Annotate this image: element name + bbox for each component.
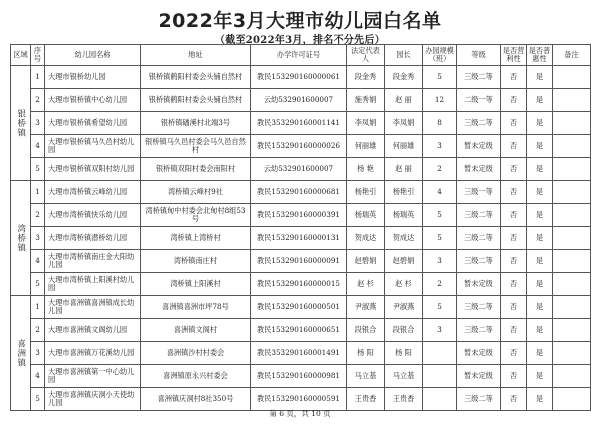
kindergarten-name: 大理市喜洲镇第一中心幼儿园 — [45, 365, 141, 388]
license-number: 教民153290160000681 — [251, 181, 347, 204]
grade: 暂未定级 — [457, 342, 501, 365]
director: 赵碧娟 — [385, 250, 423, 273]
grade: 二级一等 — [457, 89, 501, 112]
license-number: 教民153290160000501 — [251, 296, 347, 319]
table-body — [11, 66, 591, 411]
header-grade: 等级 — [457, 45, 501, 66]
table-row — [11, 89, 591, 112]
profit-flag: 否 — [501, 319, 527, 342]
address: 银桥镇鹤阳村委会头铺自然村 — [141, 89, 251, 112]
profit-flag: 否 — [501, 365, 527, 388]
district-cell: 银桥镇 — [11, 66, 31, 181]
note — [553, 250, 591, 273]
header-classes: 办园规模（班） — [423, 45, 457, 66]
license-number: 教民153290160000591 — [251, 388, 347, 411]
license-number: 云幼532901600007 — [251, 158, 347, 181]
header-kindergarten-name: 幼儿园名称 — [45, 45, 141, 66]
row-number: 1 — [31, 66, 45, 89]
license-number: 云幼532901600007 — [251, 89, 347, 112]
table-row — [11, 250, 591, 273]
table-row — [11, 365, 591, 388]
table-row — [11, 181, 591, 204]
header-district: 区域 — [11, 45, 31, 66]
profit-flag: 否 — [501, 66, 527, 89]
note — [553, 135, 591, 158]
kindergarten-name: 大理市银桥镇双阳村幼儿园 — [45, 158, 141, 181]
note — [553, 365, 591, 388]
legal-rep: 尹淑燕 — [347, 296, 385, 319]
profit-flag: 否 — [501, 89, 527, 112]
legal-rep: 杨 艳 — [347, 158, 385, 181]
director: 段银合 — [385, 319, 423, 342]
kindergarten-name: 大理市喜洲镇庆洞小天使幼儿园 — [45, 388, 141, 411]
inclusive-flag: 是 — [527, 66, 553, 89]
kindergarten-name: 大理市湾桥镇云峰幼儿园 — [45, 181, 141, 204]
grade: 三级一等 — [457, 181, 501, 204]
director: 王贵香 — [385, 388, 423, 411]
kindergarten-name: 大理市喜洲镇文阁幼儿园 — [45, 319, 141, 342]
table-row — [11, 112, 591, 135]
legal-rep: 李凤娟 — [347, 112, 385, 135]
kindergarten-name: 大理市湾桥镇潜桥幼儿园 — [45, 227, 141, 250]
legal-rep: 赵碧娟 — [347, 250, 385, 273]
row-number: 5 — [31, 273, 45, 296]
address: 喜洲镇喜洲市坪78号 — [141, 296, 251, 319]
header-note: 备注 — [553, 45, 591, 66]
profit-flag: 否 — [501, 112, 527, 135]
row-number: 4 — [31, 135, 45, 158]
class-count — [423, 365, 457, 388]
profit-flag: 否 — [501, 135, 527, 158]
legal-rep: 施秀娟 — [347, 89, 385, 112]
note — [553, 227, 591, 250]
grade: 三级二等 — [457, 204, 501, 227]
address: 湾桥镇上阳溪村 — [141, 273, 251, 296]
legal-rep: 赵 杉 — [347, 273, 385, 296]
row-number: 4 — [31, 365, 45, 388]
district-cell: 喜洲镇 — [11, 296, 31, 411]
director: 尹淑燕 — [385, 296, 423, 319]
kindergarten-name: 大理市喜洲镇喜洲镇成长幼儿园 — [45, 296, 141, 319]
class-count: 5 — [423, 66, 457, 89]
row-number: 5 — [31, 388, 45, 411]
note — [553, 273, 591, 296]
class-count: 2 — [423, 273, 457, 296]
row-number: 1 — [31, 181, 45, 204]
address: 喜洲镇沙村村委会 — [141, 342, 251, 365]
grade: 三级二等 — [457, 227, 501, 250]
director: 贺成达 — [385, 227, 423, 250]
inclusive-flag: 是 — [527, 296, 553, 319]
grade: 暂未定级 — [457, 135, 501, 158]
page-title: 2022年3月大理市幼儿园白名单 — [158, 10, 442, 32]
kindergarten-name: 大理市银桥镇中心幼儿园 — [45, 89, 141, 112]
license-number: 教民153290160000981 — [251, 365, 347, 388]
kindergarten-name: 大理市湾桥镇快乐幼儿园 — [45, 204, 141, 227]
legal-rep: 马立基 — [347, 365, 385, 388]
license-number: 教民153290160000026 — [251, 135, 347, 158]
note — [553, 181, 591, 204]
legal-rep: 杨 阳 — [347, 342, 385, 365]
license-number: 教民153290160000651 — [251, 319, 347, 342]
license-number: 教民153290160000391 — [251, 204, 347, 227]
profit-flag: 否 — [501, 181, 527, 204]
address: 银桥镇马久邑村委会马久邑自然村 — [141, 135, 251, 158]
table-row — [11, 158, 591, 181]
director: 杨 阳 — [385, 342, 423, 365]
row-number: 3 — [31, 227, 45, 250]
grade: 暂未定级 — [457, 365, 501, 388]
profit-flag: 否 — [501, 158, 527, 181]
note — [553, 296, 591, 319]
license-number: 教民153290160000131 — [251, 227, 347, 250]
row-number: 5 — [31, 158, 45, 181]
note — [553, 342, 591, 365]
profit-flag: 否 — [501, 204, 527, 227]
note — [553, 158, 591, 181]
grade: 暂未定级 — [457, 158, 501, 181]
table-row — [11, 342, 591, 365]
table-row — [11, 66, 591, 89]
header-address: 地址 — [141, 45, 251, 66]
director: 何丽雄 — [385, 135, 423, 158]
class-count — [423, 342, 457, 365]
address: 银桥镇鹤阳村委会头铺自然村 — [141, 66, 251, 89]
inclusive-flag: 是 — [527, 319, 553, 342]
address: 湾桥镇南庄村 — [141, 250, 251, 273]
header-director: 园长 — [385, 45, 423, 66]
director: 杨艳引 — [385, 181, 423, 204]
profit-flag: 否 — [501, 227, 527, 250]
table-row — [11, 135, 591, 158]
director: 赵 丽 — [385, 89, 423, 112]
legal-rep: 段金秀 — [347, 66, 385, 89]
class-count: 5 — [423, 204, 457, 227]
page-subtitle: （截至2022年3月，排名不分先后） — [214, 35, 386, 46]
header-license: 办学许可证号 — [251, 45, 347, 66]
class-count: 3 — [423, 319, 457, 342]
note — [553, 319, 591, 342]
class-count: 5 — [423, 227, 457, 250]
header-profit: 是否营利性 — [501, 45, 527, 66]
kindergarten-name: 大理市湾桥镇南庄金大阳幼儿园 — [45, 250, 141, 273]
class-count: 5 — [423, 296, 457, 319]
grade: 三级二等 — [457, 388, 501, 411]
address: 银桥镇磻溪村北端3号 — [141, 112, 251, 135]
legal-rep: 贺成达 — [347, 227, 385, 250]
table-row — [11, 273, 591, 296]
profit-flag: 否 — [501, 273, 527, 296]
legal-rep: 杨瑞英 — [347, 204, 385, 227]
grade: 三级二等 — [457, 296, 501, 319]
note — [553, 112, 591, 135]
class-count: 12 — [423, 89, 457, 112]
inclusive-flag: 是 — [527, 250, 553, 273]
profit-flag: 否 — [501, 342, 527, 365]
class-count: 4 — [423, 181, 457, 204]
note — [553, 204, 591, 227]
row-number: 3 — [31, 112, 45, 135]
legal-rep: 段银合 — [347, 319, 385, 342]
table-row — [11, 227, 591, 250]
table-header-row — [11, 45, 591, 66]
director: 杨瑞英 — [385, 204, 423, 227]
row-number: 4 — [31, 250, 45, 273]
class-count: 8 — [423, 112, 457, 135]
grade: 暂未定级 — [457, 273, 501, 296]
note — [553, 89, 591, 112]
inclusive-flag: 是 — [527, 273, 553, 296]
kindergarten-name: 大理市银桥镇马久邑村幼儿园 — [45, 135, 141, 158]
header-legal-rep: 法定代表人 — [347, 45, 385, 66]
page-footer: 第 6 页，共 10 页 — [269, 409, 331, 418]
class-count: 2 — [423, 158, 457, 181]
address: 喜洲镇庆洞村8社350号 — [141, 388, 251, 411]
address: 银桥镇双阳村委会南阳村 — [141, 158, 251, 181]
legal-rep: 王贵香 — [347, 388, 385, 411]
address: 湾桥镇云峰村9社 — [141, 181, 251, 204]
grade: 三级二等 — [457, 66, 501, 89]
row-number: 2 — [31, 319, 45, 342]
district-cell: 湾桥镇 — [11, 181, 31, 296]
grade: 三级二等 — [457, 319, 501, 342]
inclusive-flag: 是 — [527, 181, 553, 204]
header-number: 序号 — [31, 45, 45, 66]
note — [553, 66, 591, 89]
address: 湾桥镇上湾桥村 — [141, 227, 251, 250]
kindergarten-name: 大理市银桥幼儿园 — [45, 66, 141, 89]
row-number: 2 — [31, 89, 45, 112]
legal-rep: 何丽雄 — [347, 135, 385, 158]
license-number: 教民153290160000015 — [251, 273, 347, 296]
grade: 三级二等 — [457, 250, 501, 273]
profit-flag: 否 — [501, 388, 527, 411]
inclusive-flag: 是 — [527, 227, 553, 250]
class-count: 3 — [423, 135, 457, 158]
row-number: 1 — [31, 296, 45, 319]
table-row — [11, 319, 591, 342]
inclusive-flag: 是 — [527, 135, 553, 158]
license-number: 教民353290160001491 — [251, 342, 347, 365]
kindergarten-name: 大理市银桥镇希望幼儿园 — [45, 112, 141, 135]
director: 段金秀 — [385, 66, 423, 89]
table-row — [11, 296, 591, 319]
director: 赵 丽 — [385, 158, 423, 181]
director: 赵 杉 — [385, 273, 423, 296]
table-row — [11, 204, 591, 227]
inclusive-flag: 是 — [527, 89, 553, 112]
license-number: 教民153290160000091 — [251, 250, 347, 273]
director: 马立基 — [385, 365, 423, 388]
inclusive-flag: 是 — [527, 342, 553, 365]
whitelist-table — [10, 44, 591, 411]
inclusive-flag: 是 — [527, 158, 553, 181]
header-inclusive: 是否普惠性 — [527, 45, 553, 66]
address: 湾桥镇甸中村委会北甸村8组53号 — [141, 204, 251, 227]
row-number: 3 — [31, 342, 45, 365]
kindergarten-name: 大理市湾桥镇上阳溪村幼儿园 — [45, 273, 141, 296]
license-number: 教民153290160000061 — [251, 66, 347, 89]
address: 喜洲镇文阁村 — [141, 319, 251, 342]
kindergarten-name: 大理市喜洲镇万花溪幼儿园 — [45, 342, 141, 365]
legal-rep: 杨艳引 — [347, 181, 385, 204]
profit-flag: 否 — [501, 250, 527, 273]
director: 李凤娟 — [385, 112, 423, 135]
inclusive-flag: 是 — [527, 112, 553, 135]
inclusive-flag: 是 — [527, 204, 553, 227]
profit-flag: 否 — [501, 296, 527, 319]
grade: 三级二等 — [457, 112, 501, 135]
inclusive-flag: 是 — [527, 388, 553, 411]
row-number: 2 — [31, 204, 45, 227]
address: 喜洲镇原永兴村委会 — [141, 365, 251, 388]
inclusive-flag: 是 — [527, 365, 553, 388]
class-count: 3 — [423, 250, 457, 273]
license-number: 教民353290160001141 — [251, 112, 347, 135]
